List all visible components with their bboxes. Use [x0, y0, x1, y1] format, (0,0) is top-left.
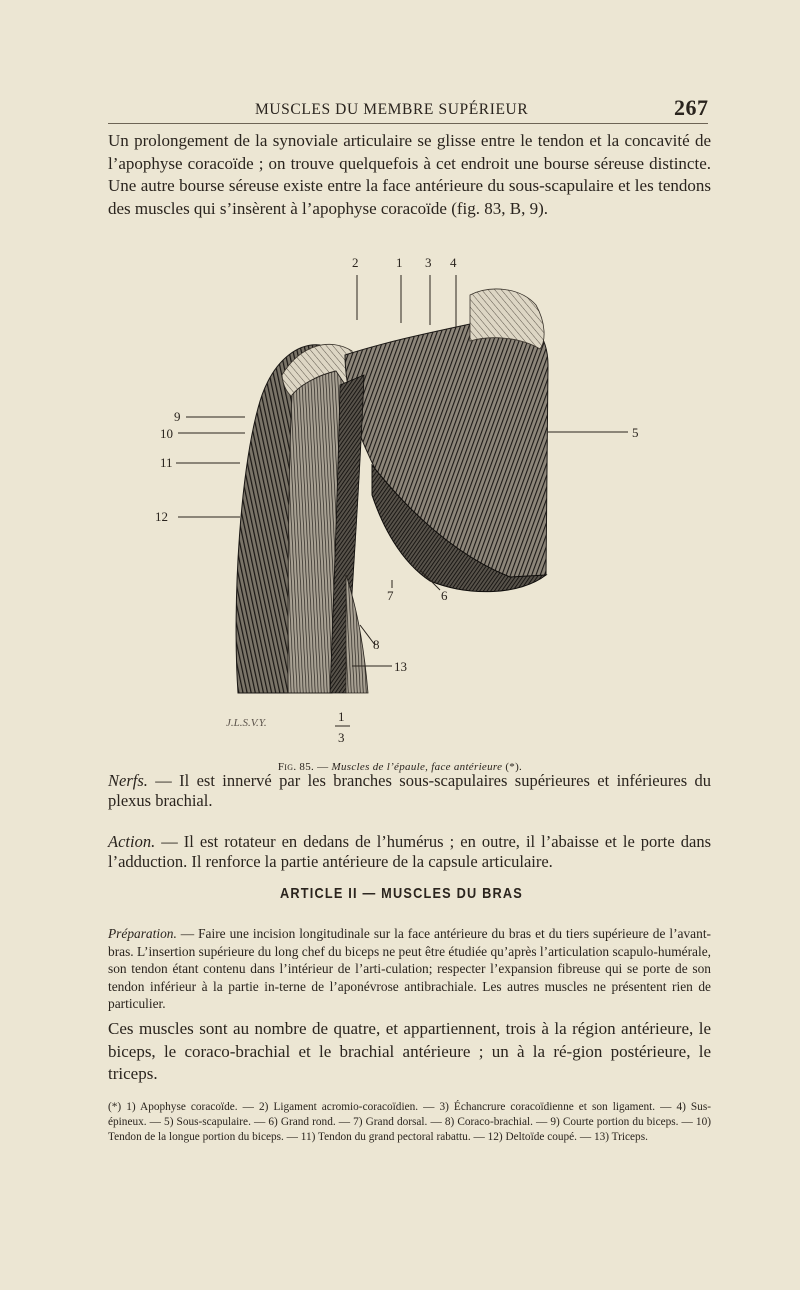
label-7: 7	[387, 588, 394, 603]
label-4: 4	[450, 255, 457, 270]
figure-footnote: (*) 1) Apophyse coracoïde. — 2) Ligament acromio-coracoïdien. — 3) Échancrure coracoïdienne et son ligament. — 4) Sus-épineux. — 5) Sous-scapulaire. — 6) Grand rond. — 7) Grand dorsal. — 8) Coraco-brachial. — 9) Courte portion du biceps. — 10) Tendon de la longue portion du biceps. — 11) Tendon du grand pectoral rabattu. — 12) Deltoïde coupé. — 13) Triceps.	[108, 1101, 711, 1144]
caption-number: Fig. 85.	[277, 761, 315, 773]
preparation-lead: Préparation.	[108, 926, 177, 941]
engraver-signature: J.L.S.V.Y.	[226, 717, 267, 729]
header-rule	[108, 123, 708, 124]
label-10: 10	[160, 426, 173, 441]
label-8: 8	[373, 637, 380, 652]
marker-top: 1	[338, 709, 345, 724]
label-6: 6	[441, 588, 448, 603]
intro-paragraph: Un prolongement de la synoviale articulaire se glisse entre le tendon et la concavité de l’apophyse coracoïde ; on trouve quelquefois à cet endroit une bourse séreuse distincte. Une autre bourse séreuse existe entre la face antérieure du sous-scapulaire et les tendons des muscles qui s’insèrent à l’apophyse coracoïde (fig. 83, B, 9).	[108, 131, 711, 218]
muscles-paragraph: Ces muscles sont au nombre de quatre, et appartiennent, trois à la région antérieure, le biceps, le coraco-brachial et le brachial antérieure ; un à la ré-gion postérieure, le triceps.	[108, 1019, 711, 1083]
label-2: 2	[352, 255, 359, 270]
nerfs-paragraph	[108, 771, 711, 811]
label-12: 12	[155, 509, 168, 524]
page-number: 267	[674, 95, 709, 120]
label-9: 9	[174, 409, 181, 424]
label-13: 13	[394, 659, 407, 674]
label-11: 11	[160, 455, 173, 470]
action-lead: Action.	[108, 832, 156, 851]
preparation-paragraph	[108, 925, 711, 1013]
running-head: MUSCLES DU MEMBRE SUPÉRIEUR	[255, 101, 529, 118]
caption-title: Muscles de l’épaule, face antérieure	[331, 761, 503, 773]
caption-footnote-mark: (*).	[502, 761, 523, 773]
label-1: 1	[396, 255, 403, 270]
nerfs-text: — Il est innervé par les branches sous-scapulaires supérieures et inférieures du plexus brachial.	[108, 771, 711, 810]
action-paragraph	[108, 832, 711, 872]
article-heading: ARTICLE II — MUSCLES DU BRAS	[280, 885, 523, 902]
label-3: 3	[425, 255, 432, 270]
triceps-muscle	[346, 575, 368, 693]
label-5: 5	[632, 425, 639, 440]
shoulder-muscles-engraving	[0, 245, 800, 760]
action-text: — Il est rotateur en dedans de l’humérus ; en outre, il l’abaisse et le porte dans l’adduction. Il renforce la partie antérieure de la capsule articulaire.	[108, 832, 711, 871]
nerfs-lead: Nerfs.	[108, 771, 148, 790]
preparation-text: — Faire une incision longitudinale sur la face antérieure du bras et du tiers supérieure de l’avant-bras. L’insertion supérieure du long chef du biceps ne peut être étudiée qu’après l’articulation scapulo-humérale, son tendon étant contenu dans l’intérieur de l’arti-culation; respecter l’expansion fibreuse qui se porte de son tendon inférieur à la partie in-terne de l’aponévrose antibrachiale. Les autres muscles ne présentent rien de particulier.	[108, 926, 711, 1012]
figure-caption: Fig. 85. — Muscles de l’épaule, face antérieure (*).	[277, 761, 523, 773]
anatomical-figure	[0, 245, 800, 760]
marker-bottom: 3	[338, 730, 345, 745]
